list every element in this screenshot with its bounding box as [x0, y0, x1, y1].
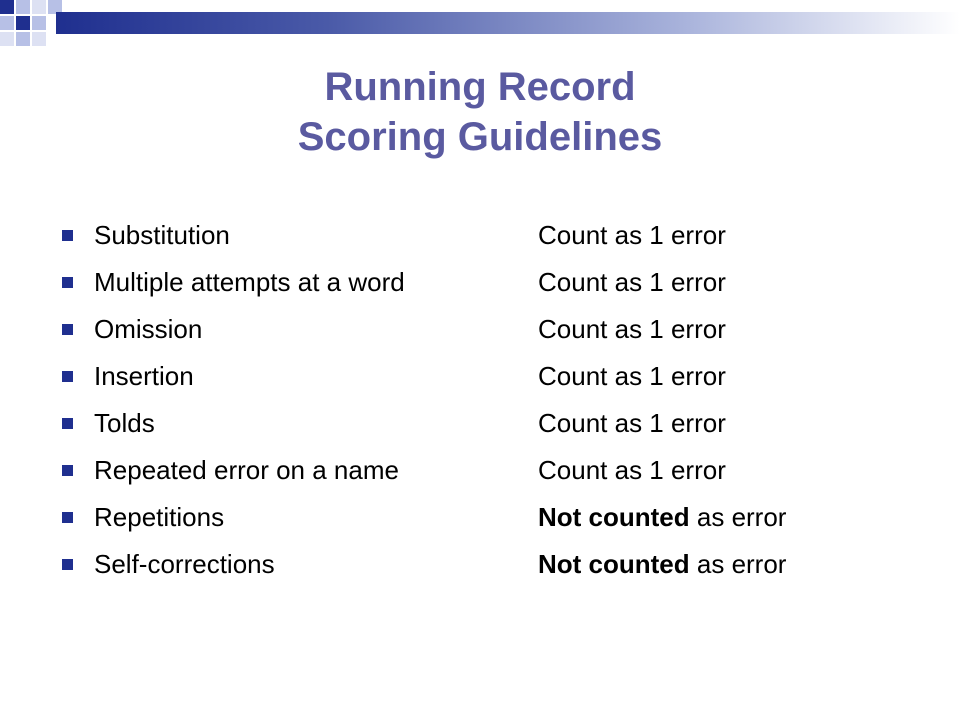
decor-square: [32, 0, 46, 14]
decor-square: [0, 32, 14, 46]
decor-square: [32, 32, 46, 46]
decor-square: [0, 0, 14, 14]
error-type: Tolds: [94, 408, 155, 438]
scoring-rule: [538, 259, 726, 306]
square-bullet-icon: [62, 230, 73, 241]
error-type: Substitution: [94, 220, 230, 250]
square-bullet-icon: [62, 512, 73, 523]
error-type: Insertion: [94, 361, 194, 391]
list-item: [62, 212, 942, 259]
square-bullet-icon: [62, 277, 73, 288]
scoring-rule-text: as error: [689, 549, 787, 579]
scoring-rule-emphasis: Not counted: [538, 502, 690, 532]
list-item: [62, 494, 942, 541]
decor-square: [16, 16, 30, 30]
list-item: [62, 447, 942, 494]
scoring-rule-text: Count as 1 error: [538, 220, 726, 250]
error-type: Repeated error on a name: [94, 455, 399, 485]
slide-title: [0, 62, 960, 162]
error-type: Repetitions: [94, 502, 225, 532]
scoring-rule-text: as error: [689, 502, 787, 532]
square-bullet-icon: [62, 324, 73, 335]
guideline-list: [62, 212, 942, 588]
scoring-rule: [538, 494, 786, 541]
square-bullet-icon: [62, 371, 73, 382]
error-type: Omission: [94, 314, 203, 344]
decor-square: [16, 0, 30, 14]
decor-square: [32, 16, 46, 30]
scoring-rule-text: Count as 1 error: [538, 267, 726, 297]
scoring-rule: [538, 447, 726, 494]
list-item: [62, 259, 942, 306]
error-type: Self-corrections: [94, 549, 275, 579]
scoring-rule-text: Count as 1 error: [538, 455, 726, 485]
title-line-2: Scoring Guidelines: [297, 115, 663, 159]
list-item: [62, 353, 942, 400]
scoring-rule: [538, 541, 786, 588]
decor-square: [0, 16, 14, 30]
scoring-rule: [538, 400, 726, 447]
decor-square: [16, 32, 30, 46]
scoring-rule-emphasis: Not counted: [538, 549, 690, 579]
square-bullet-icon: [62, 418, 73, 429]
header-gradient-bar: [56, 12, 960, 34]
scoring-rule-text: Count as 1 error: [538, 408, 726, 438]
scoring-rule: [538, 353, 726, 400]
scoring-rule-text: Count as 1 error: [538, 361, 726, 391]
list-item: [62, 400, 942, 447]
square-bullet-icon: [62, 559, 73, 570]
error-type: Multiple attempts at a word: [94, 267, 405, 297]
scoring-rule-text: Count as 1 error: [538, 314, 726, 344]
list-item: [62, 541, 942, 588]
square-bullet-icon: [62, 465, 73, 476]
list-item: [62, 306, 942, 353]
scoring-rule: [538, 306, 726, 353]
title-line-1: Running Record: [324, 65, 636, 109]
scoring-rule: [538, 212, 726, 259]
